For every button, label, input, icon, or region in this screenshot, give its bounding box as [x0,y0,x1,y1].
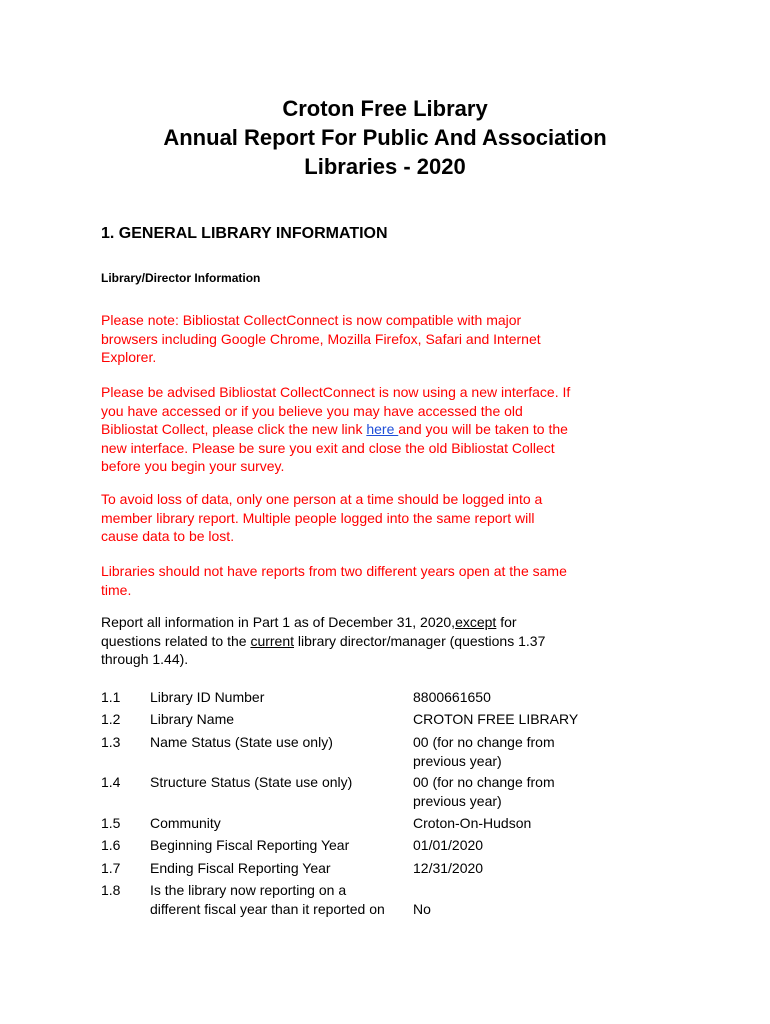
item-number: 1.4 [101,774,121,790]
item-value: CROTON FREE LIBRARY [413,711,579,727]
item-label: Library Name [150,711,235,727]
data-loss-notice: To avoid loss of data, only one person at a time should be logged into a member library report. Multiple people logged into the same report will cause data to be lost. [101,491,543,544]
document-title [0,94,770,181]
item-number: 1.5 [101,815,121,831]
here-link[interactable]: here [366,421,399,437]
reporting-instructions: Report all information in Part 1 as of December 31, 2020,except for questions related to the current library director/manager (questions 1.37 through 1.44). [101,614,546,667]
current-emphasis: current [250,632,295,649]
item-number: 1.1 [101,689,121,705]
except-emphasis: except [455,614,497,630]
item-label: Name Status (State use only) [150,734,333,750]
item-value: 01/01/2020 [413,837,484,853]
item-label: Structure Status (State use only) [150,774,353,790]
item-number: 1.8 [101,882,121,898]
item-label: Ending Fiscal Reporting Year [150,860,331,876]
item-label: Community [150,815,221,831]
new-interface-notice: Please be advised Bibliostat CollectConnect is now using a new interface. If you have accessed or if you believe you may have accessed the old Bibliostat Collect, please click the new link here and you will be taken to the new interface. Please be sure you exit and close the old Bibliostat Collect before you begin your survey. [101,384,571,474]
item-label: Library ID Number [150,689,265,705]
item-number: 1.2 [101,711,121,727]
subsection-heading: Library/Director Information [101,271,261,285]
item-number: 1.3 [101,734,121,750]
title-line-3: Libraries - 2020 [304,154,466,179]
item-number: 1.7 [101,860,121,876]
title-line-2: Annual Report For Public And Association [163,125,607,150]
item-value: 8800661650 [413,689,491,705]
item-value: 12/31/2020 [413,860,484,876]
item-value: 00 (for no change from previous year) [413,734,555,769]
item-value: No [413,900,431,917]
section-heading: 1. GENERAL LIBRARY INFORMATION [101,225,388,242]
item-value: Croton-On-Hudson [413,815,532,831]
item-label: Beginning Fiscal Reporting Year [150,837,350,853]
title-line-1: Croton Free Library [282,96,488,121]
browser-compat-notice: Please note: Bibliostat CollectConnect is now compatible with major browsers including Google Chrome, Mozilla Firefox, Safari and Internet Explorer. [101,312,541,365]
multi-year-notice: Libraries should not have reports from two different years open at the same time. [101,563,567,598]
item-label: Is the library now reporting on a different fiscal year than it reported on [150,882,385,917]
item-value: 00 (for no change from previous year) [413,774,555,809]
item-number: 1.6 [101,837,121,853]
